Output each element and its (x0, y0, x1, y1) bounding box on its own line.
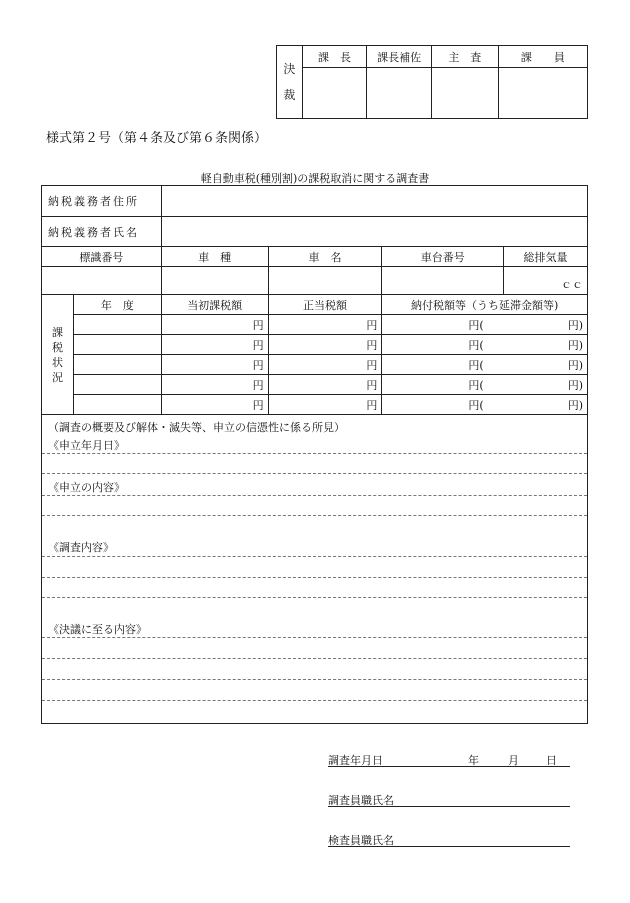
plate-number-field[interactable] (42, 267, 162, 295)
fiscal-year-header: 年 度 (73, 295, 161, 315)
taxpayer-address-field[interactable] (161, 186, 587, 217)
day-label: 日 (546, 754, 557, 767)
fiscal-year-field[interactable] (73, 355, 161, 375)
vehicle-type-field[interactable] (161, 267, 268, 295)
investigation-date-line[interactable] (328, 752, 570, 767)
paid-tax-field[interactable]: 円( 円) (382, 375, 588, 395)
correct-tax-header: 正当税額 (268, 295, 382, 315)
writing-line (42, 679, 587, 680)
writing-line (42, 515, 587, 516)
stamp-cell[interactable] (367, 68, 432, 119)
paid-tax-field[interactable]: 円( 円) (382, 335, 588, 355)
writing-line (42, 556, 587, 557)
form-number: 様式第２号（第４条及び第６条関係） (46, 131, 268, 146)
chassis-number-field[interactable] (382, 267, 504, 295)
displacement-unit: ｃｃ (561, 278, 583, 291)
initial-tax-header: 当初課税額 (161, 295, 268, 315)
findings-heading: （調査の概要及び解体・滅失等、申立の信憑性に係る所見） (48, 421, 345, 434)
displacement-header: 総排気量 (504, 247, 588, 267)
investigation-form (41, 185, 588, 724)
inspector-label: 検査員職氏名 (328, 834, 394, 847)
writing-line (42, 597, 587, 598)
stamp-cell[interactable] (498, 68, 587, 119)
investigation-date-label: 調査年月日 (328, 754, 383, 767)
section-investigation-content: 《調査内容》 (48, 541, 114, 554)
writing-line (42, 658, 587, 659)
inspector-signature-line[interactable] (328, 832, 570, 847)
correct-tax-field[interactable]: 円 (268, 375, 382, 395)
stamp-cell[interactable] (431, 68, 498, 119)
correct-tax-field[interactable]: 円 (268, 395, 382, 415)
writing-line (42, 577, 587, 578)
writing-line (42, 495, 587, 496)
section-application-content: 《申立の内容》 (48, 481, 125, 494)
table-row (42, 335, 588, 355)
approval-col-section-chief: 課 長 (302, 46, 367, 68)
approval-col-senior-staff: 主 査 (431, 46, 498, 68)
correct-tax-field[interactable]: 円 (268, 335, 382, 355)
correct-tax-field[interactable]: 円 (268, 355, 382, 375)
tax-status-side-label: 課 税 状 況 (42, 295, 74, 415)
paid-tax-header: 納付税額等（うち延滞金額等) (382, 295, 588, 315)
initial-tax-field[interactable]: 円 (161, 315, 268, 335)
fiscal-year-field[interactable] (73, 395, 161, 415)
initial-tax-field[interactable]: 円 (161, 395, 268, 415)
chassis-number-header: 車台番号 (382, 247, 504, 267)
fiscal-year-field[interactable] (73, 335, 161, 355)
paid-tax-field[interactable]: 円( 円) (382, 355, 588, 375)
stamp-cell[interactable] (302, 68, 367, 119)
section-application-date: 《申立年月日》 (48, 439, 125, 452)
year-label: 年 (468, 754, 479, 767)
findings-area[interactable] (42, 415, 588, 724)
vehicle-name-header: 車 名 (268, 247, 382, 267)
writing-line (42, 473, 587, 474)
initial-tax-field[interactable]: 円 (161, 355, 268, 375)
displacement-field[interactable] (504, 267, 588, 295)
fiscal-year-field[interactable] (73, 315, 161, 335)
approval-stamp-box (276, 45, 588, 119)
plate-number-header: 標識番号 (42, 247, 162, 267)
fiscal-year-field[interactable] (73, 375, 161, 395)
approval-col-staff: 課 員 (498, 46, 587, 68)
taxpayer-name-label: 納税義務者氏名 (42, 217, 162, 247)
correct-tax-field[interactable]: 円 (268, 315, 382, 335)
approval-side-label: 決 裁 (277, 46, 303, 119)
document-title: 軽自動車税(種別割)の課税取消に関する調査書 (200, 172, 430, 185)
initial-tax-field[interactable]: 円 (161, 335, 268, 355)
vehicle-name-field[interactable] (268, 267, 382, 295)
writing-line (42, 637, 587, 638)
month-label: 月 (508, 754, 519, 767)
taxpayer-name-field[interactable] (161, 217, 587, 247)
table-row (42, 355, 588, 375)
paid-tax-field[interactable]: 円( 円) (382, 315, 588, 335)
initial-tax-field[interactable]: 円 (161, 375, 268, 395)
table-row (42, 315, 588, 335)
writing-line (42, 453, 587, 454)
taxpayer-address-label: 納税義務者住所 (42, 186, 162, 217)
vehicle-type-header: 車 種 (161, 247, 268, 267)
investigator-signature-line[interactable] (328, 792, 570, 807)
section-resolution-content: 《決議に至る内容》 (48, 623, 147, 636)
investigator-label: 調査員職氏名 (328, 794, 394, 807)
approval-col-assistant-chief: 課長補佐 (367, 46, 432, 68)
table-row (42, 395, 588, 415)
writing-line (42, 700, 587, 701)
paid-tax-field[interactable]: 円( 円) (382, 395, 588, 415)
table-row (42, 375, 588, 395)
